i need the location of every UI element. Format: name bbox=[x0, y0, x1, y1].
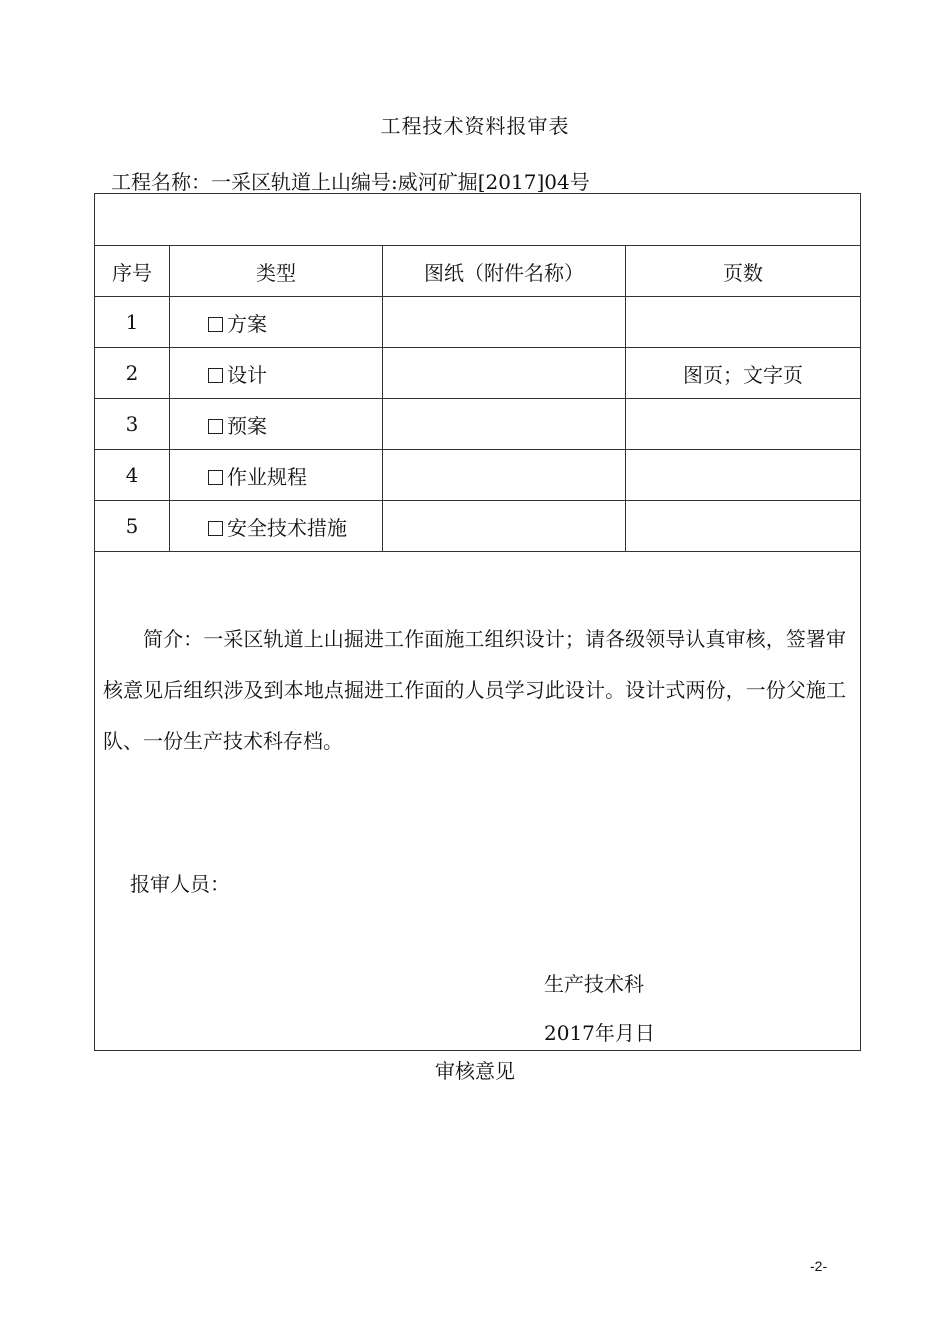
document-title: 工程技术资料报审表 bbox=[380, 114, 570, 138]
header-attachment: 图纸（附件名称） bbox=[383, 246, 626, 297]
row-type-label: 预案 bbox=[227, 413, 267, 438]
header-type: 类型 bbox=[170, 246, 383, 297]
header-number: 序号 bbox=[95, 246, 170, 297]
intro-cell bbox=[95, 552, 861, 1051]
row-attachment bbox=[383, 399, 626, 450]
row-type bbox=[170, 450, 383, 501]
table-row bbox=[95, 501, 861, 552]
row-type bbox=[170, 399, 383, 450]
checkbox-icon[interactable] bbox=[208, 368, 223, 383]
row-type bbox=[170, 297, 383, 348]
row-type bbox=[170, 348, 383, 399]
project-name-line: 工程名称：一采区轨道上山编号:威河矿掘[2017]04号 bbox=[111, 170, 590, 194]
checkbox-icon[interactable] bbox=[208, 317, 223, 332]
checkbox-icon[interactable] bbox=[208, 419, 223, 434]
row-pages bbox=[626, 501, 861, 552]
table-row bbox=[95, 297, 861, 348]
row-attachment bbox=[383, 297, 626, 348]
intro-text: 简介：一采区轨道上山掘进工作面施工组织设计；请各级领导认真审核，签署审核意见后组织涉及到本地点掘进工作面的人员学习此设计。设计式两份，一份父施工队、一份生产技术科存档。 bbox=[103, 627, 846, 753]
department-signature: 生产技术科 bbox=[544, 972, 644, 996]
row-number: 4 bbox=[95, 450, 170, 501]
row-number: 3 bbox=[95, 399, 170, 450]
checkbox-icon[interactable] bbox=[208, 470, 223, 485]
row-type-label: 安全技术措施 bbox=[227, 515, 347, 540]
row-type-label: 方案 bbox=[227, 311, 267, 336]
table-header-row bbox=[95, 246, 861, 297]
row-type-label: 作业规程 bbox=[227, 464, 307, 489]
intro-row bbox=[95, 552, 861, 1051]
row-number: 5 bbox=[95, 501, 170, 552]
page-number: -2- bbox=[810, 1258, 828, 1274]
row-pages bbox=[626, 399, 861, 450]
row-pages bbox=[626, 450, 861, 501]
row-attachment bbox=[383, 450, 626, 501]
reporter-label: 报审人员： bbox=[130, 872, 230, 896]
checkbox-icon[interactable] bbox=[208, 521, 223, 536]
table-row bbox=[95, 348, 861, 399]
table-row bbox=[95, 450, 861, 501]
row-number: 1 bbox=[95, 297, 170, 348]
review-form-table bbox=[94, 193, 861, 1051]
row-pages: 图页；文字页 bbox=[626, 348, 861, 399]
signature-date: 2017年月日 bbox=[544, 1021, 655, 1045]
row-number: 2 bbox=[95, 348, 170, 399]
row-attachment bbox=[383, 501, 626, 552]
header-pages: 页数 bbox=[626, 246, 861, 297]
table-row bbox=[95, 399, 861, 450]
row-pages bbox=[626, 297, 861, 348]
row-attachment bbox=[383, 348, 626, 399]
row-type-label: 设计 bbox=[227, 362, 267, 387]
row-type bbox=[170, 501, 383, 552]
blank-cell bbox=[95, 194, 861, 246]
review-opinion-heading: 审核意见 bbox=[435, 1059, 515, 1083]
blank-top-row bbox=[95, 194, 861, 246]
